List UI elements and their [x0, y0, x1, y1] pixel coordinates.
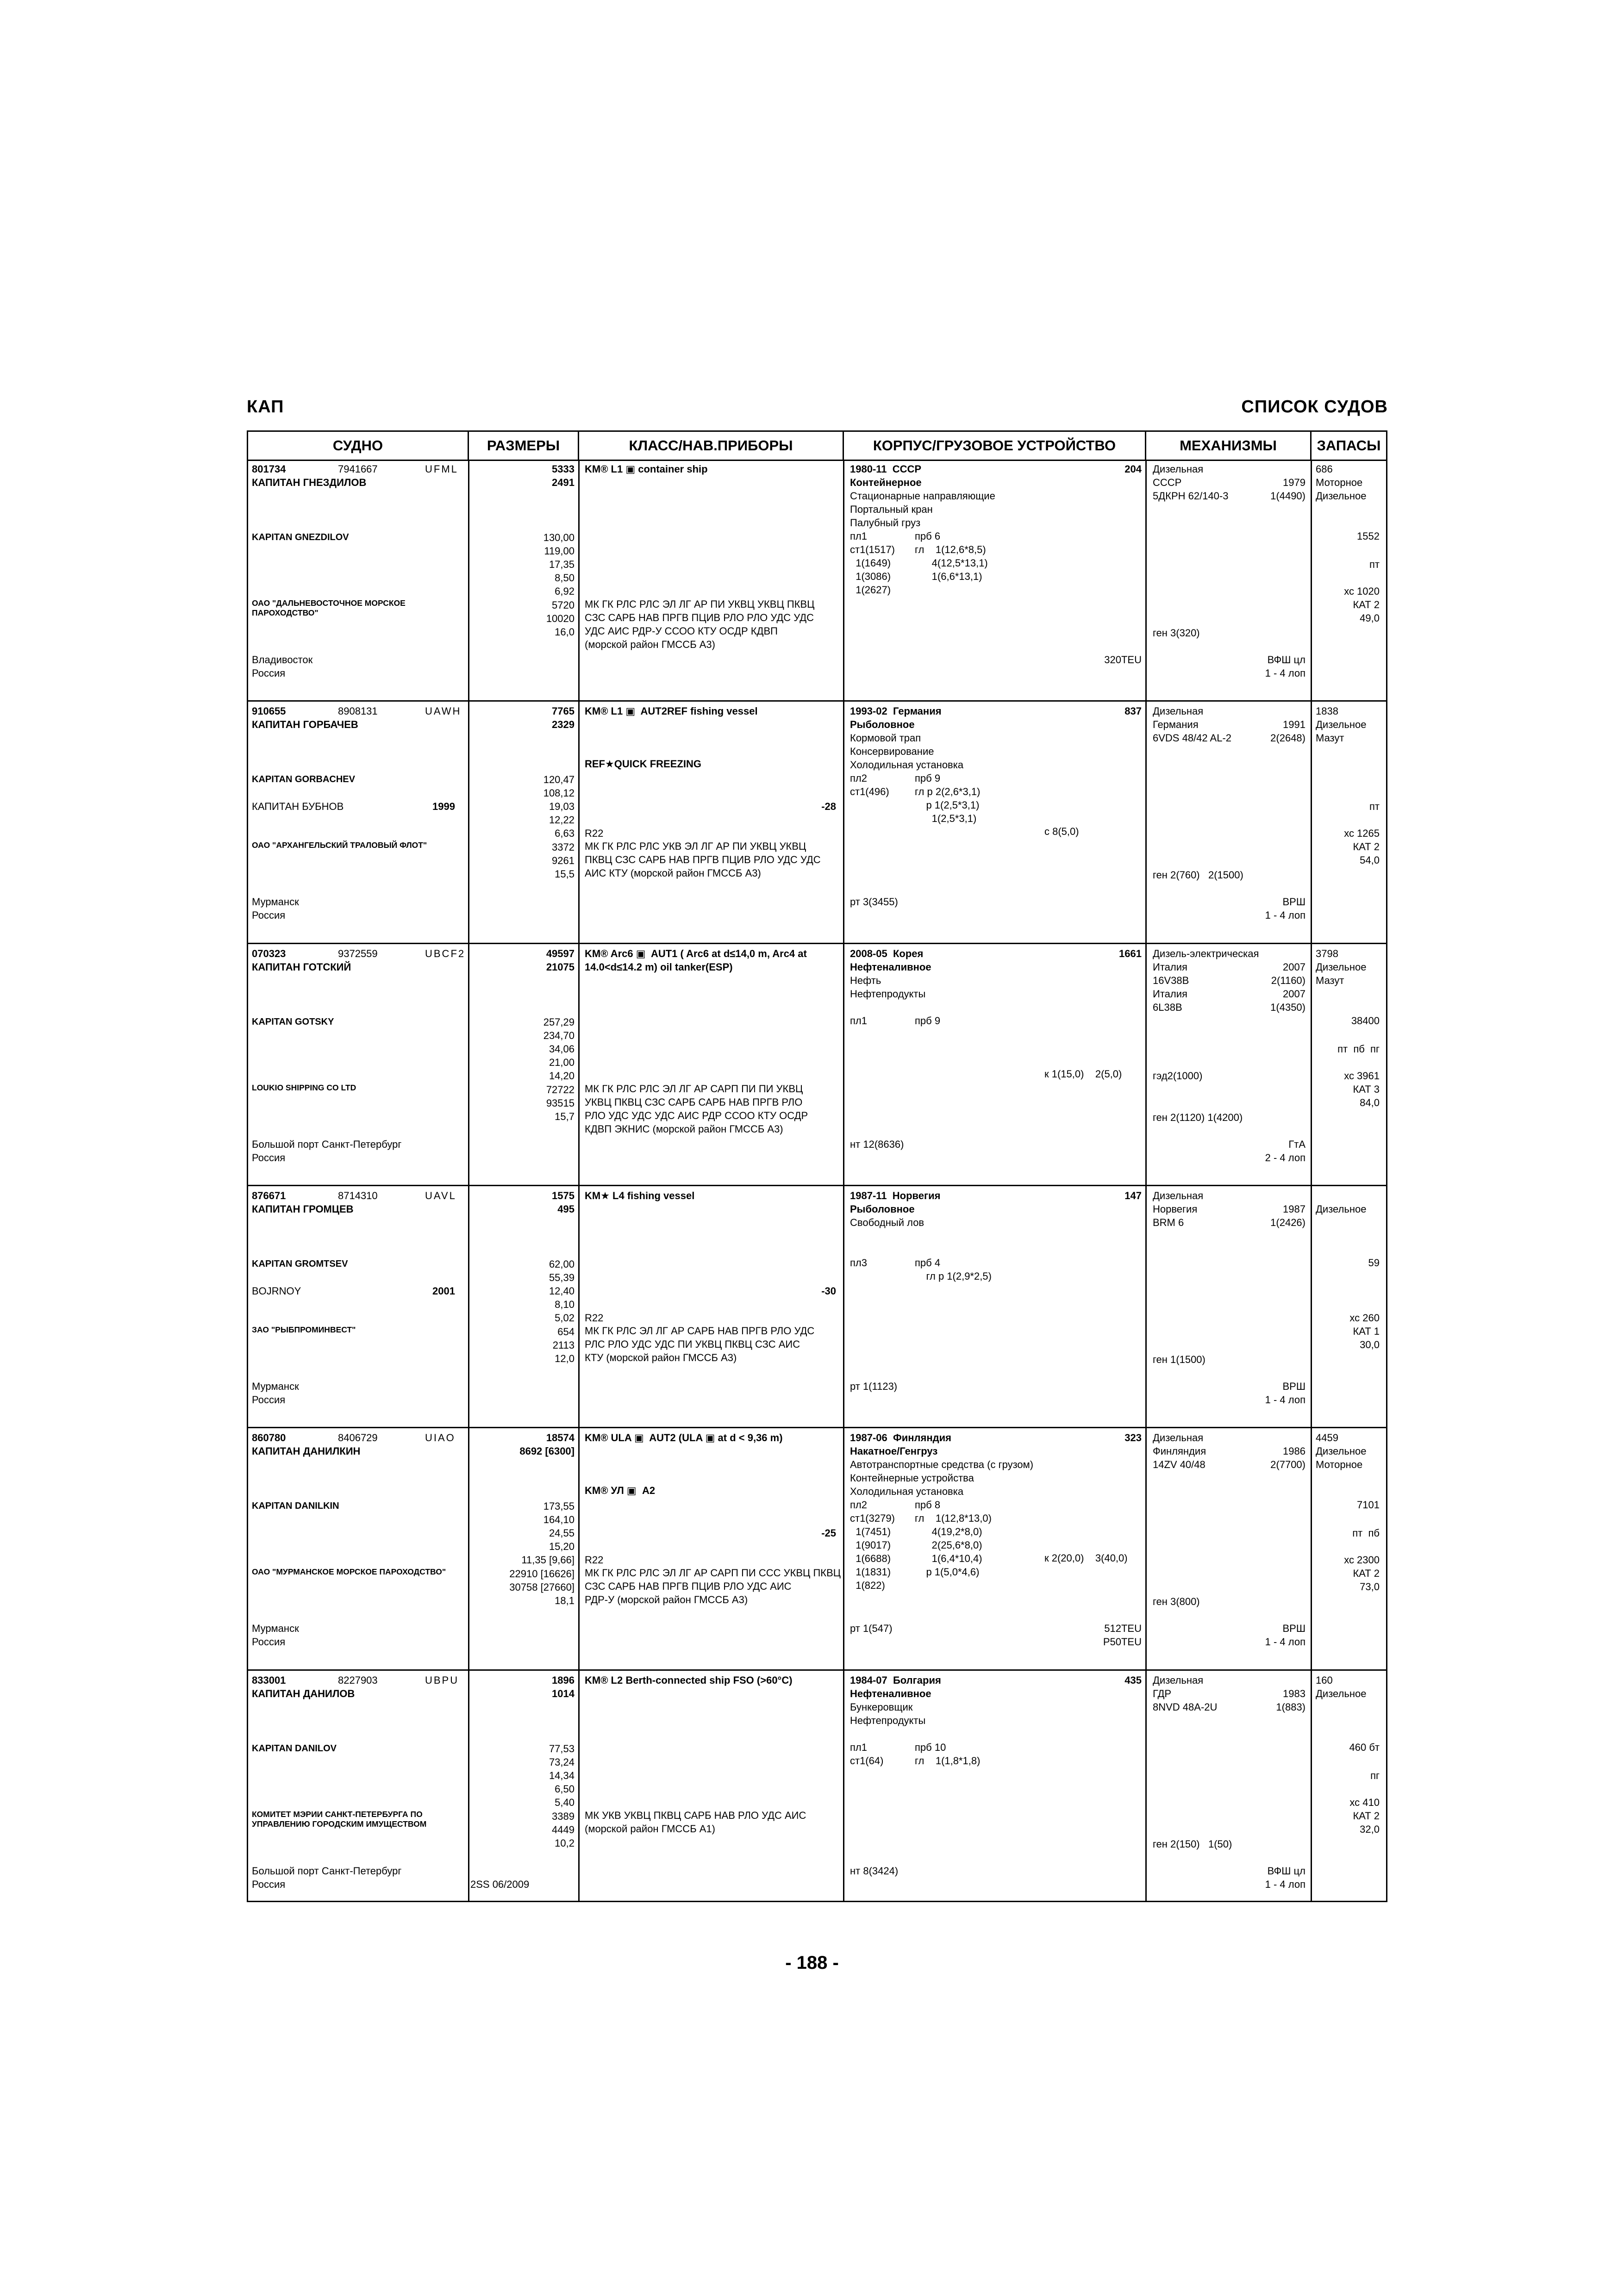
teu-capacity: 512TEU — [1104, 1623, 1142, 1634]
vessel-name-lat: KAPITAN DANILKIN — [252, 1501, 339, 1511]
registry-number: 070323 — [252, 948, 286, 959]
dimensions: 120,47 108,12 19,03 12,22 6,63 — [543, 774, 575, 839]
propeller: ВРШ — [1282, 1381, 1305, 1392]
imo-number: 9372559 — [338, 948, 378, 959]
cargo-gear: прб 8 гл 1(12,8*13,0) 4(19,2*8,0) 2(25,6*8,0) 1(6,4*10,4) р 1(5,0*4,6) — [915, 1499, 992, 1578]
build-date-country: 1987-06 Финляндия — [850, 1432, 951, 1444]
flag: Россия — [252, 1879, 286, 1890]
column-divider — [1311, 460, 1312, 702]
engine-year: 1991 — [1283, 719, 1305, 730]
supplies-flags: пт пб пг — [1337, 1043, 1380, 1055]
engine-type: Дизельная — [1153, 1674, 1204, 1686]
column-divider — [1311, 702, 1312, 944]
refrigerant: R22 — [585, 1312, 604, 1324]
previous-name-year: 2001 — [432, 1285, 455, 1297]
page-number: - 188 - — [785, 1953, 839, 1973]
hull-description: Стационарные направляющие Портальный кран Палубный груз — [850, 490, 995, 529]
cargo-extra: к 1(15,0) 2(5,0) — [1044, 1068, 1122, 1080]
column-divider — [1145, 1428, 1147, 1671]
column-divider — [468, 460, 469, 702]
owner: ОАО "АРХАНГЕЛЬСКИЙ ТРАЛОВЫЙ ФЛОТ" — [252, 840, 427, 850]
engine-power: 1(883) — [1276, 1701, 1305, 1713]
vessel-name-lat: KAPITAN DANILOV — [252, 1743, 337, 1754]
column-divider — [578, 1671, 580, 1902]
fuel-capacity: 7101 — [1357, 1499, 1380, 1511]
fuel-types: Дизельное — [1316, 1203, 1367, 1215]
engine-year-2: 2007 — [1283, 988, 1305, 1000]
dimensions: 130,00 119,00 17,35 8,50 6,92 — [543, 532, 575, 597]
class-temperature: -25 — [821, 1527, 836, 1539]
hull-type: Контейнерное — [850, 477, 922, 488]
nav-equipment: МК ГК РЛС РЛС УКВ ЭЛ ЛГ АР ПИ УКВЦ УКВЦ ПКВЦ СЗС САРБ НАВ ПРГВ ПЦИВ РЛО УДС УДС АИС КТУ (морской район ГМССБ А3) — [585, 840, 821, 879]
vessel-name-ru: КАПИТАН ГРОМЦЕВ — [252, 1203, 354, 1215]
vessel-record — [248, 702, 1386, 944]
flag: Россия — [252, 1394, 286, 1406]
class-extra: REF★QUICK FREEZING — [585, 758, 701, 770]
propeller-blades: 1 - 4 лоп — [1265, 909, 1305, 921]
hull-description: Свободный лов — [850, 1217, 924, 1228]
imo-number: 8227903 — [338, 1674, 378, 1686]
previous-name: КАПИТАН БУБНОВ — [252, 801, 344, 812]
refrigerant: R22 — [585, 1554, 604, 1566]
gross-net-tonnage: 1896 1014 — [552, 1674, 575, 1699]
build-date-country: 1984-07 Болгария — [850, 1674, 941, 1686]
column-divider — [1311, 1428, 1312, 1671]
fuel-types: 160 Дизельное — [1316, 1674, 1367, 1699]
refrigerated-capacity: хс 1265 КАТ 2 54,0 — [1344, 828, 1380, 866]
home-port: Мурманск — [252, 1623, 299, 1634]
column-divider — [1145, 944, 1147, 1186]
engine-type: Дизельная — [1153, 1432, 1204, 1444]
engine-country: Норвегия — [1153, 1203, 1198, 1215]
column-headers — [248, 432, 1386, 461]
crew-capacity: 435 — [1124, 1674, 1142, 1686]
header-left: КАП — [247, 397, 284, 417]
fuel-capacity: 460 бт — [1349, 1742, 1380, 1753]
hull-type: Нефтеналивное — [850, 961, 931, 973]
class-extra: KM® УЛ ▣ A2 — [585, 1485, 656, 1496]
vessel-record — [248, 1671, 1386, 1902]
nav-equipment: МК ГК РЛС ЭЛ ЛГ АР САРБ НАВ ПРГВ РЛО УДС РЛС РЛО УДС УДС ПИ УКВЦ ПКВЦ СЗС АИС КТУ (морской район ГМССБ А3) — [585, 1325, 815, 1363]
survey-doc: 2SS 06/2009 — [470, 1879, 530, 1890]
class-notation: KM® L1 ▣ AUT2REF fishing vessel — [585, 705, 758, 717]
engine-year: 1986 — [1283, 1445, 1305, 1457]
hull-description: Кормовой трап Консервирование Холодильная установка — [850, 732, 964, 771]
supplies-flags: пт — [1369, 801, 1380, 812]
build-date-country: 2008-05 Корея — [850, 948, 924, 959]
vessel-record — [248, 1428, 1386, 1671]
vessel-record — [248, 460, 1386, 702]
hull-description: Нефть Нефтепродукты — [850, 975, 926, 1000]
deadweight-speed: 654 2113 12,0 — [552, 1326, 575, 1364]
vessel-name-ru: КАПИТАН ДАНИЛКИН — [252, 1445, 361, 1457]
column-divider — [843, 460, 844, 702]
imo-number: 8714310 — [338, 1190, 378, 1201]
column-divider — [468, 1671, 469, 1902]
hull-bottom-note: рт 1(1123) — [850, 1381, 898, 1392]
cargo-holds: пл1 ст1(1517) 1(1649) 1(3086) 1(2627) — [850, 530, 895, 596]
engine-model: 16V38B — [1153, 975, 1189, 986]
vessel-record — [248, 1186, 1386, 1428]
owner: КОМИТЕТ МЭРИИ САНКТ-ПЕТЕРБУРГА ПО УПРАВЛЕНИЮ ГОРОДСКИМ ИМУЩЕСТВОМ — [252, 1810, 427, 1829]
fuel-types: 3798 Дизельное Мазут — [1316, 948, 1367, 986]
vessel-name-ru: КАПИТАН ДАНИЛОВ — [252, 1688, 355, 1699]
engine-model: BRM 6 — [1153, 1217, 1184, 1228]
flag: Россия — [252, 1636, 286, 1648]
propeller: ВРШ — [1282, 896, 1305, 908]
cargo-extra: с 8(5,0) — [1044, 826, 1079, 837]
deadweight-speed: 72722 93515 15,7 — [546, 1084, 575, 1122]
vessel-name-lat: KAPITAN GOTSKY — [252, 1017, 334, 1027]
call-sign: UAVL — [425, 1190, 456, 1201]
hull-type: Рыболовное — [850, 719, 915, 730]
gross-net-tonnage: 1575 495 — [552, 1190, 575, 1215]
propeller: ГтА — [1288, 1139, 1305, 1150]
ship-table — [247, 430, 1387, 1902]
vessel-record — [248, 944, 1386, 1186]
refrigerated-capacity: хс 2300 КАТ 2 73,0 — [1344, 1554, 1380, 1593]
previous-name-year: 1999 — [432, 801, 455, 812]
column-divider — [468, 1428, 469, 1671]
column-divider — [1311, 1186, 1312, 1428]
column-divider — [843, 1186, 844, 1428]
engine-model-2: 6L38B — [1153, 1002, 1182, 1013]
column-divider — [1145, 460, 1147, 702]
propeller: ВРШ — [1282, 1623, 1305, 1634]
imo-number: 8908131 — [338, 705, 378, 717]
supplies-flags: пт пб — [1352, 1527, 1380, 1539]
hull-type: Рыболовное — [850, 1203, 915, 1215]
column-divider — [578, 944, 580, 1186]
column-divider — [468, 702, 469, 944]
cargo-holds: пл3 — [850, 1257, 867, 1269]
teu-capacity-2: P50TEU — [1103, 1636, 1142, 1648]
crew-capacity: 204 — [1124, 463, 1142, 475]
owner: LOUKIO SHIPPING CO LTD — [252, 1083, 356, 1092]
deadweight-speed: 3389 4449 10,2 — [552, 1811, 575, 1849]
engine-year: 2007 — [1283, 961, 1305, 973]
cargo-holds: пл2 ст1(3279) 1(7451) 1(9017) 1(6688) 1(1831) 1(822) — [850, 1499, 895, 1591]
engine-power-2: 1(4350) — [1270, 1002, 1305, 1013]
cargo-holds: пл2 ст1(496) — [850, 772, 889, 797]
flag: Россия — [252, 667, 286, 679]
cargo-holds: пл1 ст1(64) — [850, 1742, 884, 1767]
header-right: СПИСОК СУДОВ — [1241, 397, 1388, 417]
class-notation: KM® ULA ▣ AUT2 (ULA ▣ at d < 9,36 m) — [585, 1432, 783, 1444]
engine-year: 1987 — [1283, 1203, 1305, 1215]
engine-country: Финляндия — [1153, 1445, 1206, 1457]
crew-capacity: 837 — [1124, 705, 1142, 717]
column-divider — [1311, 944, 1312, 1186]
column-divider — [578, 1428, 580, 1671]
class-temperature: -28 — [821, 801, 836, 812]
call-sign: UIAO — [425, 1432, 456, 1444]
hull-bottom-note: нт 8(3424) — [850, 1865, 899, 1877]
home-port: Мурманск — [252, 896, 299, 908]
refrigerated-capacity: хс 3961 КАТ 3 84,0 — [1344, 1070, 1380, 1108]
column-divider — [843, 702, 844, 944]
owner: ОАО "МУРМАНСКОЕ МОРСКОЕ ПАРОХОДСТВО" — [252, 1567, 446, 1576]
engine-power: 2(2648) — [1270, 732, 1305, 744]
registry-number: 876671 — [252, 1190, 286, 1201]
deadweight-speed: 22910 [16626] 30758 [27660] 18,1 — [509, 1568, 575, 1606]
fuel-capacity: 38400 — [1351, 1015, 1380, 1027]
crew-capacity: 323 — [1124, 1432, 1142, 1444]
engine-country-2: Италия — [1153, 988, 1187, 1000]
propeller-blades: 1 - 4 лоп — [1265, 1879, 1305, 1890]
hull-bottom-note: нт 12(8636) — [850, 1139, 904, 1150]
propeller: ВФШ цл — [1267, 1865, 1305, 1877]
column-divider — [1145, 1671, 1147, 1902]
generators: ген 3(800) — [1153, 1596, 1200, 1607]
engine-model: 14ZV 40/48 — [1153, 1459, 1206, 1470]
dimensions: 173,55 164,10 24,55 15,20 11,35 [9,66] — [521, 1500, 575, 1566]
gross-net-tonnage: 7765 2329 — [552, 705, 575, 730]
refrigerated-capacity: хс 1020 КАТ 2 49,0 — [1344, 585, 1380, 624]
column-divider — [578, 460, 580, 702]
flag: Россия — [252, 909, 286, 921]
hull-type: Накатное/Генгруз — [850, 1445, 938, 1457]
fuel-types: 4459 Дизельное Моторное — [1316, 1432, 1367, 1470]
engine-year: 1979 — [1283, 477, 1305, 488]
cargo-extra: к 2(20,0) 3(40,0) — [1044, 1552, 1128, 1564]
generators: ген 1(1500) — [1153, 1354, 1206, 1365]
call-sign: UBPU — [425, 1674, 459, 1686]
column-divider — [1145, 1186, 1147, 1428]
gross-net-tonnage: 5333 2491 — [552, 463, 575, 488]
propulsion-motor: гэд2(1000) — [1153, 1070, 1203, 1082]
hull-description: Бункеровщик Нефтепродукты — [850, 1701, 926, 1726]
col-header-supplies: ЗАПАСЫ — [1317, 437, 1381, 454]
column-divider — [578, 1186, 580, 1428]
propeller-blades: 1 - 4 лоп — [1265, 1636, 1305, 1648]
dimensions: 77,53 73,24 14,34 6,50 5,40 — [549, 1743, 575, 1808]
col-header-class: КЛАСС/НАВ.ПРИБОРЫ — [579, 432, 844, 460]
engine-type: Дизель-электрическая — [1153, 948, 1259, 959]
column-divider — [843, 1671, 844, 1902]
engine-power: 2(1160) — [1271, 975, 1305, 986]
refrigerated-capacity: хс 260 КАТ 1 30,0 — [1349, 1312, 1380, 1350]
home-port: Большой порт Санкт-Петербург — [252, 1865, 402, 1877]
class-notation: KM® L1 ▣ container ship — [585, 463, 708, 475]
registry-number: 801734 — [252, 463, 286, 475]
fuel-capacity: 1552 — [1357, 530, 1380, 542]
engine-country: ГДР — [1153, 1688, 1172, 1699]
vessel-name-lat: KAPITAN GROMTSEV — [252, 1259, 348, 1269]
build-date-country: 1993-02 Германия — [850, 705, 942, 717]
col-header-hull: КОРПУС/ГРУЗОВОЕ УСТРОЙСТВО — [844, 432, 1146, 460]
column-divider — [1145, 702, 1147, 944]
crew-capacity: 1661 — [1119, 948, 1142, 959]
deadweight-speed: 3372 9261 15,5 — [552, 841, 575, 880]
refrigerated-capacity: хс 410 КАТ 2 32,0 — [1349, 1797, 1380, 1835]
col-header-machinery: МЕХАНИЗМЫ — [1146, 432, 1312, 460]
engine-country: СССР — [1153, 477, 1182, 488]
gross-net-tonnage: 18574 8692 [6300] — [519, 1432, 575, 1457]
engine-power: 1(2426) — [1270, 1217, 1305, 1228]
hull-description: Автотранспортные средства (с грузом) Контейнерные устройства Холодильная установка — [850, 1459, 1034, 1497]
class-notation: KM★ L4 fishing vessel — [585, 1190, 695, 1201]
registry-number: 910655 — [252, 705, 286, 717]
supplies-flags: пг — [1370, 1770, 1380, 1781]
fuel-types: 1838 Дизельное Мазут — [1316, 705, 1367, 744]
propeller-blades: 2 - 4 лоп — [1265, 1152, 1305, 1164]
cargo-gear: прб 9 — [915, 1015, 941, 1027]
registry-number: 833001 — [252, 1674, 286, 1686]
column-divider — [468, 944, 469, 1186]
call-sign: UBCF2 — [425, 948, 466, 959]
engine-country: Германия — [1153, 719, 1199, 730]
dimensions: 257,29 234,70 34,06 21,00 14,20 — [543, 1016, 575, 1082]
engine-country: Италия — [1153, 961, 1187, 973]
cargo-holds: пл1 — [850, 1015, 867, 1027]
engine-model: 5ДКРН 62/140-3 — [1153, 490, 1229, 502]
propeller-blades: 1 - 4 лоп — [1265, 667, 1305, 679]
nav-equipment: МК ГК РЛС РЛС ЭЛ ЛГ АР ПИ УКВЦ УКВЦ ПКВЦ СЗС САРБ НАВ ПРГВ ПЦИВ РЛО РЛО УДС УДС УДС АИС РДР-У ССОО КТУ ОСДР КДВП (морской район ГМССБ А3) — [585, 598, 815, 650]
teu-capacity: 320TEU — [1104, 654, 1142, 666]
engine-type: Дизельная — [1153, 705, 1204, 717]
column-divider — [843, 944, 844, 1186]
fuel-capacity: 59 — [1368, 1257, 1380, 1269]
build-date-country: 1987-11 Норвегия — [850, 1190, 941, 1201]
registry-number: 860780 — [252, 1432, 286, 1444]
cargo-gear: прб 6 гл 1(12,6*8,5) 4(12,5*13,1) 1(6,6*13,1) — [915, 530, 988, 582]
class-temperature: -30 — [821, 1285, 836, 1297]
generators: ген 2(1120) 1(4200) — [1153, 1112, 1243, 1123]
engine-model: 6VDS 48/42 AL-2 — [1153, 732, 1232, 744]
supplies-flags: пт — [1369, 559, 1380, 570]
cargo-gear: прб 4 гл р 1(2,9*2,5) — [915, 1257, 992, 1282]
vessel-name-ru: КАПИТАН ГНЕЗДИЛОВ — [252, 477, 367, 488]
nav-equipment: МК УКВ УКВЦ ПКВЦ САРБ НАВ РЛО УДС АИС (морской район ГМССБ А1) — [585, 1810, 806, 1835]
home-port: Мурманск — [252, 1381, 299, 1392]
engine-year: 1983 — [1283, 1688, 1305, 1699]
engine-model: 8NVD 48A-2U — [1153, 1701, 1218, 1713]
home-port: Большой порт Санкт-Петербург — [252, 1139, 402, 1150]
column-divider — [578, 702, 580, 944]
column-divider — [1311, 1671, 1312, 1902]
owner: ОАО "ДАЛЬНЕВОСТОЧНОЕ МОРСКОЕ ПАРОХОДСТВО" — [252, 598, 406, 617]
home-port: Владивосток — [252, 654, 313, 666]
owner: ЗАО "РЫБПРОМИНВЕСТ" — [252, 1325, 356, 1334]
vessel-name-lat: KAPITAN GNEZDILOV — [252, 532, 349, 542]
engine-power: 2(7700) — [1270, 1459, 1305, 1470]
column-divider — [468, 1186, 469, 1428]
fuel-types: 686 Моторное Дизельное — [1316, 463, 1367, 502]
generators: ген 2(760) 2(1500) — [1153, 869, 1243, 881]
call-sign: UAWH — [425, 705, 462, 717]
dimensions: 62,00 55,39 12,40 8,10 5,02 — [549, 1258, 575, 1324]
build-date-country: 1980-11 СССР — [850, 463, 922, 475]
previous-name: BOJRNOY — [252, 1285, 301, 1297]
cargo-gear: прб 9 гл р 2(2,6*3,1) р 1(2,5*3,1) 1(2,5*3,1) — [915, 772, 981, 824]
call-sign: UFML — [425, 463, 458, 475]
vessel-name-lat: KAPITAN GORBACHEV — [252, 774, 355, 784]
propeller-blades: 1 - 4 лоп — [1265, 1394, 1305, 1406]
propeller: ВФШ цл — [1267, 654, 1305, 666]
hull-type: Нефтеналивное — [850, 1688, 931, 1699]
engine-power: 1(4490) — [1270, 490, 1305, 502]
crew-capacity: 147 — [1124, 1190, 1142, 1201]
vessel-name-ru: КАПИТАН ГОРБАЧЕВ — [252, 719, 358, 730]
class-notation: KM® L2 Berth-connected ship FSO (>60°C) — [585, 1674, 793, 1686]
generators: ген 2(150) 1(50) — [1153, 1838, 1232, 1850]
engine-type: Дизельная — [1153, 1190, 1204, 1201]
engine-type: Дизельная — [1153, 463, 1204, 475]
imo-number: 7941667 — [338, 463, 378, 475]
class-notation: KM® Arc6 ▣ AUT1 ( Arc6 at d≤14,0 m, Arc4 at 14.0<d≤14.2 m) oil tanker(ESP) — [585, 948, 807, 973]
flag: Россия — [252, 1152, 286, 1164]
column-divider — [843, 1428, 844, 1671]
generators: ген 3(320) — [1153, 627, 1200, 639]
vessel-name-ru: КАПИТАН ГОТСКИЙ — [252, 961, 351, 973]
deadweight-speed: 5720 10020 16,0 — [546, 599, 575, 638]
cargo-gear: прб 10 гл 1(1,8*1,8) — [915, 1742, 981, 1767]
refrigerant: R22 — [585, 828, 604, 839]
nav-equipment: МК ГК РЛС РЛС ЭЛ ЛГ АР САРП ПИ ССС УКВЦ ПКВЦ СЗС САРБ НАВ ПРГВ ПЦИВ РЛО УДС АИС РДР-У (морской район ГМССБ А3) — [585, 1567, 841, 1605]
imo-number: 8406729 — [338, 1432, 378, 1444]
col-header-sizes: РАЗМЕРЫ — [469, 432, 579, 460]
col-header-vessel: СУДНО — [248, 432, 469, 460]
hull-bottom-note: рт 1(547) — [850, 1623, 893, 1634]
hull-bottom-note: рт 3(3455) — [850, 896, 898, 908]
gross-net-tonnage: 49597 21075 — [546, 948, 575, 973]
nav-equipment: МК ГК РЛС РЛС ЭЛ ЛГ АР САРП ПИ ПИ УКВЦ УКВЦ ПКВЦ СЗС САРБ САРБ НАВ ПРГВ РЛО РЛО УДС УДС УДС АИС РДР ССОО КТУ ОСДР КДВП ЭКНИС (морской район ГМССБ А3) — [585, 1083, 808, 1135]
